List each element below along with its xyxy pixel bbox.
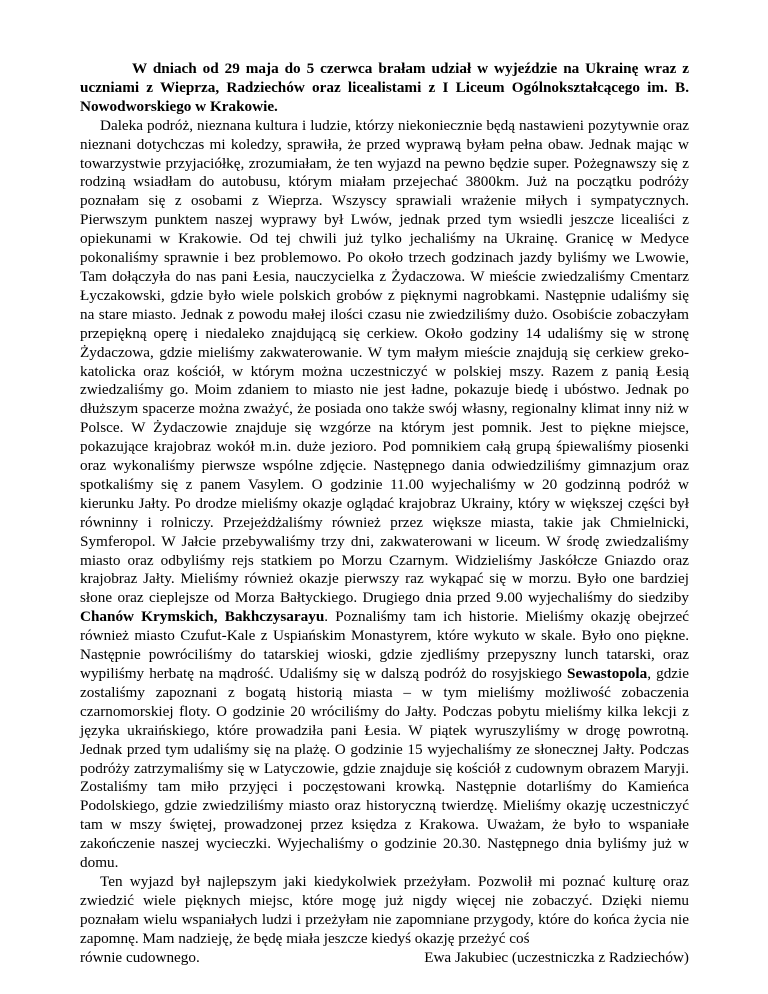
body-paragraph-1 (80, 117, 689, 873)
closing-line (80, 949, 689, 968)
bold-place-sewastopol: Sewastopola (567, 665, 648, 682)
paragraph-1-text-c: , gdzie zostaliśmy zapoznani z bogatą historią miasta – w tym mieliśmy możliwość zobaczenia czarnomorskiej floty. O godzinie 20 wróciliśmy do Jałty. Podczas pobytu mieliśmy kilka lekcji z języka ukraińskiego, które prowadziła pani Łesia. W piątek wyruszyliśmy w drogę powrotną. Jednak przed tym udaliśmy się na plażę. O godzinie 15 wyjechaliśmy ze słonecznej Jałty. Podczas podróży zatrzymaliśmy się w Latyczowie, gdzie znajduje się kościół z cudownym obrazem Maryji. Zostaliśmy tam miło przyjęci i poczęstowani krowką. Następnie dotarliśmy do Kamieńca Podolskiego, gdzie zwiedziliśmy miasto oraz historyczną twierdzę. Mieliśmy okazję uczestniczyć tam w mszy świętej, prowadzonej przez księdza z Krakowa. Uważam, że było to wspaniałe zakończenie naszej wycieczki. Wyjechaliśmy o godzinie 20.30. Następnego dnia byliśmy już w domu. (80, 665, 689, 872)
bold-place-chanow: Chanów Krymskich, Bakhczysarayu (80, 608, 325, 626)
intro-heading: W dniach od 29 maja do 5 czerwca brałam udział w wyjeździe na Ukrainę wraz z uczniami z Wieprza, Radziechów oraz licealistami z I Liceum Ogólnokształcącego im. B. Nowodworskiego w Krakowie. (80, 60, 689, 115)
author-signature: Ewa Jakubiec (uczestniczka z Radziechów) (424, 948, 689, 966)
paragraph-1-text-a: Daleka podróż, nieznana kultura i ludzie, którzy niekoniecznie będą nastawieni pozytywnie oraz nieznani dotychczas mi koledzy, sprawiła, że przed wyprawą byłam pełna obaw. Jednak mając w towarzystwie przyjaciółkę, zrozumiałam, że ten wyjazd na pewno będzie super. Pożegnawszy się z rodziną wsiadłam do autobusu, którym miałam przejechać 3800km. Już na początku podróży poznałam się z osobami z Wieprza. Wszyscy sprawiali wrażenie miłych i sympatycznych. Pierwszym punktem naszej wyprawy był Lwów, jednak przed tym wsiedli jeszcze licealiści z opiekunami w Krakowie. Od tej chwili już tylko jechaliśmy na Ukrainę. Granicę w Medyce pokonaliśmy sprawnie i bez problemowo. Po około trzech godzinach jazdy byliśmy we Lwowie, Tam dołączyła do nas pani Łesia, nauczycielka z Żydaczowa. W mieście zwiedzaliśmy Cmentarz Łyczakowski, gdzie było wiele polskich grobów z pięknymi nagrobkami. Następnie udaliśmy się na stare miasto. Jednak z powodu małej ilości czasu nie zwiedziliśmy dużo. Osobiście zobaczyłam przepiękną operę i niedaleko znajdującą się cerkiew. Około godziny 14 udaliśmy się w stronę Żydaczowa, gdzie mieliśmy zakwaterowanie. W tym małym mieście znajdują się cerkiew greko- katolicka oraz kościół, w którym można uczestniczyć w polskiej mszy. Razem z panią Łesią zwiedzaliśmy go. Moim zdaniem to miasto nie jest ładne, pokazuje biedę i ubóstwo. Jednak po dłuższym spacerze można zważyć, że posiada ono także swój własny, regionalny klimat inny niż w Polsce. W Żydaczowie znajduje się wzgórze na którym jest pomnik. Jest to piękne miejsce, pokazujące krajobraz wokół m.in. duże jezioro. Pod pomnikiem całą grupą śpiewaliśmy piosenki oraz wykonaliśmy pierwsze wspólne zdjęcie. Następnego dania odwiedziliśmy gimnazjum oraz spotkaliśmy się z panem Vasylem. O godzinie 11.00 wyjechaliśmy w 20 godzinną podróż w kierunku Jałty. Po drodze mieliśmy okazje oglądać krajobraz Ukrainy, który w większej części był równinny i rolniczy. Przejeżdżaliśmy również przez większe miasta, takie jak Chmielnicki, Symferopol. W Jałcie przebywaliśmy trzy dni, zakwaterowani w liceum. W środę zwiedzaliśmy miasto oraz odbyliśmy rejs statkiem po Morzu Czarnym. Widzieliśmy Jaskółcze Gniazdo oraz krajobraz Jałty. Mieliśmy również okazje pierwszy raz wykąpać się w morzu. Było one bardziej słone oraz cieplejsze od Morza Bałtyckiego. Drugiego dnia przed 9.00 wyjechaliśmy do siedziby (80, 116, 689, 607)
document-page (80, 60, 689, 968)
body-paragraph-2: Ten wyjazd był najlepszym jaki kiedykolwiek przeżyłam. Pozwolił mi poznać kulturę oraz zwiedzić wiele pięknych miejsc, które mogę już nigdy więcej nie zobaczyć. Dzięki niemu poznałam wielu wspaniałych ludzi i przeżyłam nie zapomniane przygody, które do końca życia nie zapomnę. Mam nadzieję, że będę miała jeszcze kiedyś okazję przeżyć coś (80, 872, 689, 947)
paragraph-1-text-b: . Poznaliśmy tam ich historie. Mieliśmy okazję obejrzeć również miasto Czufut-Kale z Uspiańskim Monastyrem, które wykuto w skale. Było ono piękne. Następnie powróciliśmy do tatarskiej wioski, gdzie zjedliśmy przepyszny lunch tatarski, oraz wypiliśmy herbatę na mądrość. Udaliśmy się w dalszą podróż do rosyjskiego (80, 608, 689, 682)
closing-text: równie cudownego. (80, 948, 200, 966)
